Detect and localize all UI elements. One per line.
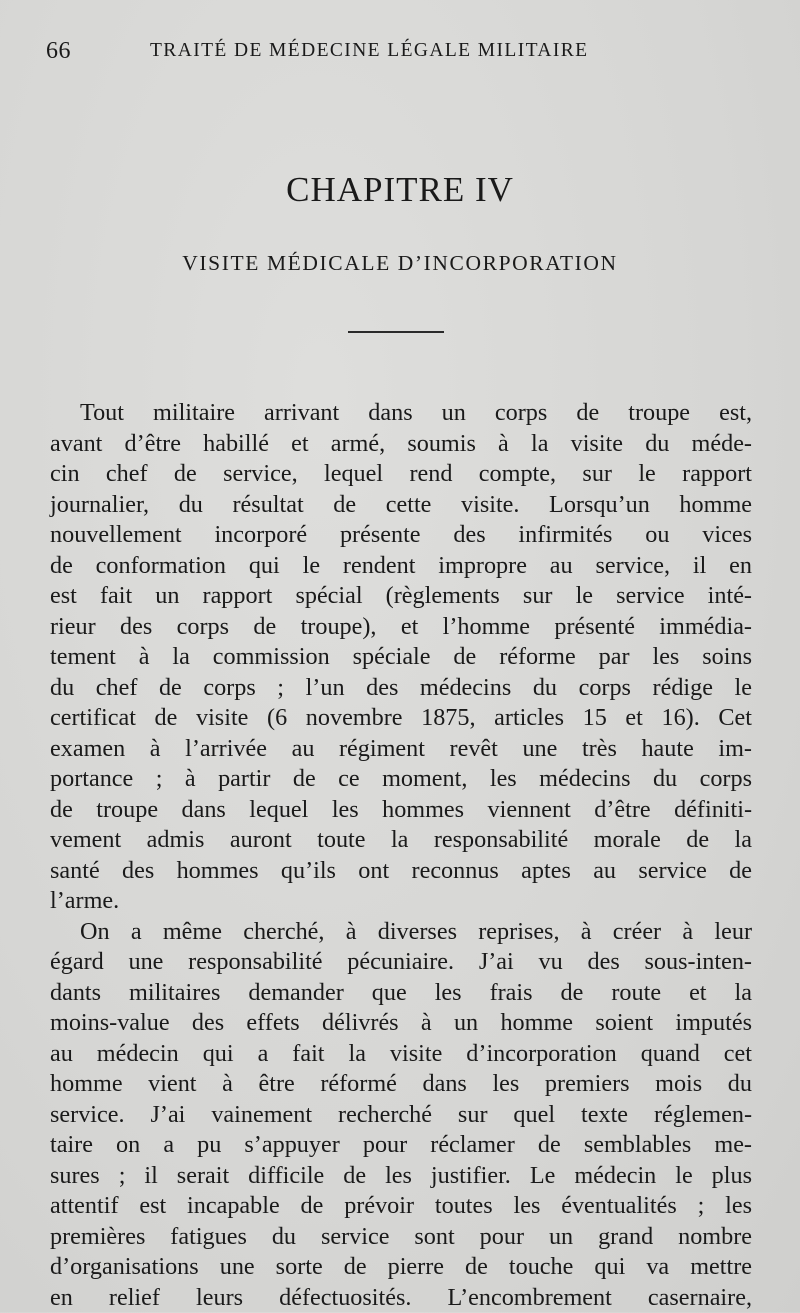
paragraph-1	[50, 398, 752, 917]
text-line: service. J’ai vainement recherché sur quel texte réglemen-	[50, 1100, 752, 1131]
text-line: nouvellement incorporé présente des infirmités ou vices	[50, 520, 752, 551]
running-title: TRAITÉ DE MÉDECINE LÉGALE MILITAIRE	[150, 36, 588, 66]
text-line: dants militaires demander que les frais de route et la	[50, 978, 752, 1009]
text-line: certificat de visite (6 novembre 1875, articles 15 et 16). Cet	[50, 703, 752, 734]
text-line: examen à l’arrivée au régiment revêt une très haute im-	[50, 734, 752, 765]
text-line: attentif est incapable de prévoir toutes les éventualités ; les	[50, 1191, 752, 1222]
section-divider	[348, 331, 444, 333]
running-head	[46, 36, 746, 66]
chapter-subtitle: VISITE MÉDICALE D’INCORPORATION	[0, 248, 800, 278]
text-line: du chef de corps ; l’un des médecins du corps rédige le	[50, 673, 752, 704]
text-line: l’arme.	[50, 886, 752, 917]
text-line: premières fatigues du service sont pour un grand nombre	[50, 1222, 752, 1253]
page-number: 66	[46, 36, 71, 66]
text-line: est fait un rapport spécial (règlements sur le service inté-	[50, 581, 752, 612]
text-line: vement admis auront toute la responsabilité morale de la	[50, 825, 752, 856]
text-line: égard une responsabilité pécuniaire. J’ai vu des sous-inten-	[50, 947, 752, 978]
text-line: santé des hommes qu’ils ont reconnus aptes au service de	[50, 856, 752, 887]
text-line: homme vient à être réformé dans les premiers mois du	[50, 1069, 752, 1100]
text-line: journalier, du résultat de cette visite. Lorsqu’un homme	[50, 490, 752, 521]
text-line: On a même cherché, à diverses reprises, à créer à leur	[50, 917, 752, 948]
body-text	[50, 398, 752, 1313]
text-line: moins-value des effets délivrés à un homme soient imputés	[50, 1008, 752, 1039]
text-line: tement à la commission spéciale de réforme par les soins	[50, 642, 752, 673]
text-line: au médecin qui a fait la visite d’incorporation quand cet	[50, 1039, 752, 1070]
text-line: en relief leurs défectuosités. L’encombrement casernaire,	[50, 1283, 752, 1313]
text-line: de conformation qui le rendent impropre au service, il en	[50, 551, 752, 582]
text-line: de troupe dans lequel les hommes viennent d’être définiti-	[50, 795, 752, 826]
text-line: avant d’être habillé et armé, soumis à la visite du méde-	[50, 429, 752, 460]
paragraph-2	[50, 917, 752, 1313]
text-line: rieur des corps de troupe), et l’homme présenté immédia-	[50, 612, 752, 643]
text-line: Tout militaire arrivant dans un corps de troupe est,	[50, 398, 752, 429]
text-line: d’organisations une sorte de pierre de touche qui va mettre	[50, 1252, 752, 1283]
text-line: portance ; à partir de ce moment, les médecins du corps	[50, 764, 752, 795]
text-line: taire on a pu s’appuyer pour réclamer de semblables me-	[50, 1130, 752, 1161]
chapter-title: CHAPITRE IV	[0, 168, 800, 212]
text-line: sures ; il serait difficile de les justifier. Le médecin le plus	[50, 1161, 752, 1192]
text-line: cin chef de service, lequel rend compte, sur le rapport	[50, 459, 752, 490]
